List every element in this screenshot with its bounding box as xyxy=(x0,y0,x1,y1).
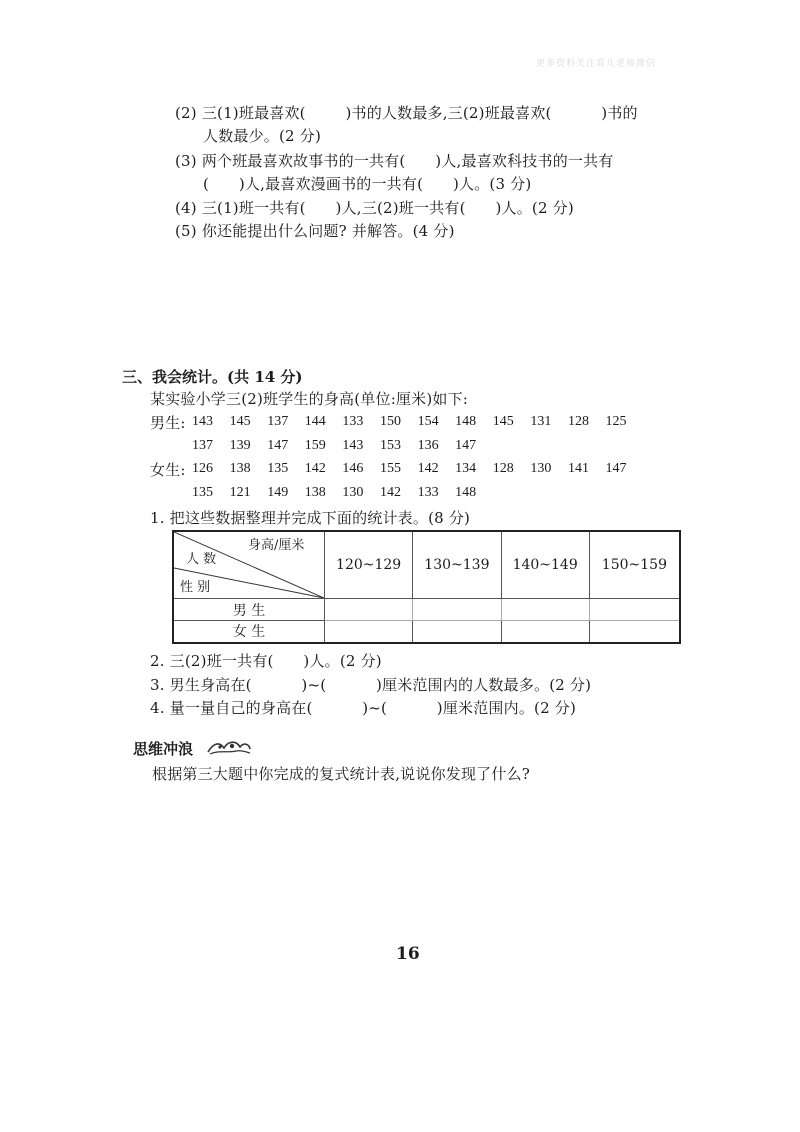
statistics-table xyxy=(172,530,681,644)
section-3-title: 三、我会统计。(共 14 分) xyxy=(122,368,303,386)
row-header-girls: 女 生 xyxy=(173,621,325,643)
data-value: 155 xyxy=(379,461,401,476)
task-3: 3. 男生身高在( )~( )厘米范围内的人数最多。(2 分) xyxy=(150,676,592,694)
data-value: 137 xyxy=(267,414,289,429)
data-value: 146 xyxy=(342,461,364,476)
data-value: 145 xyxy=(492,414,514,429)
data-value: 128 xyxy=(492,461,514,476)
section-3-intro: 某实验小学三(2)班学生的身高(单位:厘米)如下: xyxy=(150,390,469,408)
data-value: 144 xyxy=(304,414,326,429)
data-value: 154 xyxy=(417,414,439,429)
boys-data-row-1 xyxy=(192,414,643,430)
data-value: 138 xyxy=(229,461,251,476)
data-value: 128 xyxy=(567,414,589,429)
answer-cell[interactable] xyxy=(325,599,413,621)
data-value: 142 xyxy=(417,461,439,476)
data-value: 135 xyxy=(192,485,213,500)
data-value: 141 xyxy=(567,461,589,476)
header-height-label: 身高/厘米 xyxy=(248,538,305,553)
answer-cell[interactable] xyxy=(413,621,501,643)
data-value: 143 xyxy=(342,438,364,453)
data-value: 150 xyxy=(379,414,401,429)
data-value: 159 xyxy=(304,438,326,453)
wave-icon xyxy=(206,738,252,756)
question-3-line1: (3) 两个班最喜欢故事书的一共有( )人,最喜欢科技书的一共有 xyxy=(175,152,614,170)
data-value: 126 xyxy=(192,461,213,476)
question-2-line2: 人数最少。(2 分) xyxy=(203,127,322,145)
data-value: 148 xyxy=(455,414,477,429)
row-header-boys: 男 生 xyxy=(173,599,325,621)
column-header: 130~139 xyxy=(413,531,501,599)
data-value: 138 xyxy=(304,485,326,500)
data-value: 143 xyxy=(192,414,213,429)
data-value: 148 xyxy=(455,485,477,500)
column-header: 150~159 xyxy=(589,531,680,599)
data-value: 139 xyxy=(229,438,251,453)
boys-data-row-2 xyxy=(192,438,493,454)
girls-data-row-1 xyxy=(192,461,643,477)
question-5: (5) 你还能提出什么问题? 并解答。(4 分) xyxy=(175,222,455,240)
data-value: 121 xyxy=(229,485,251,500)
answer-cell[interactable] xyxy=(413,599,501,621)
girls-data-row-2 xyxy=(192,485,493,501)
answer-cell[interactable] xyxy=(589,621,680,643)
data-value: 147 xyxy=(605,461,627,476)
data-value: 136 xyxy=(417,438,439,453)
answer-cell[interactable] xyxy=(325,621,413,643)
data-value: 134 xyxy=(455,461,477,476)
data-value: 131 xyxy=(530,414,552,429)
answer-cell[interactable] xyxy=(501,599,589,621)
data-value: 125 xyxy=(605,414,627,429)
column-header: 120~129 xyxy=(325,531,413,599)
answer-cell[interactable] xyxy=(501,621,589,643)
task-4: 4. 量一量自己的身高在( )~( )厘米范围内。(2 分) xyxy=(150,699,577,717)
data-value: 153 xyxy=(379,438,401,453)
thinking-title: 思维冲浪 xyxy=(133,740,194,758)
data-value: 130 xyxy=(530,461,552,476)
page-number: 16 xyxy=(396,944,420,964)
question-4: (4) 三(1)班一共有( )人,三(2)班一共有( )人。(2 分) xyxy=(175,199,574,217)
data-value: 145 xyxy=(229,414,251,429)
data-value: 147 xyxy=(455,438,477,453)
watermark-text: 更多资料关注育儿老师微信 xyxy=(536,59,657,69)
header-count-label: 人 数 xyxy=(186,552,217,567)
data-value: 135 xyxy=(267,461,289,476)
data-value: 149 xyxy=(267,485,289,500)
data-value: 142 xyxy=(304,461,326,476)
header-gender-label: 性 别 xyxy=(180,580,211,595)
data-value: 147 xyxy=(267,438,289,453)
boys-label: 男生: xyxy=(150,414,186,432)
girls-label: 女生: xyxy=(150,461,186,479)
table-diagonal-header xyxy=(173,531,325,599)
column-header: 140~149 xyxy=(501,531,589,599)
question-3-line2: ( )人,最喜欢漫画书的一共有( )人。(3 分) xyxy=(203,175,532,193)
question-2-line1: (2) 三(1)班最喜欢( )书的人数最多,三(2)班最喜欢( )书的 xyxy=(175,104,638,122)
data-value: 137 xyxy=(192,438,213,453)
thinking-question: 根据第三大题中你完成的复式统计表,说说你发现了什么? xyxy=(152,765,531,783)
answer-cell[interactable] xyxy=(589,599,680,621)
data-value: 130 xyxy=(342,485,364,500)
data-value: 133 xyxy=(417,485,439,500)
data-value: 133 xyxy=(342,414,364,429)
task-2: 2. 三(2)班一共有( )人。(2 分) xyxy=(150,652,382,670)
data-value: 142 xyxy=(379,485,401,500)
task-1: 1. 把这些数据整理并完成下面的统计表。(8 分) xyxy=(150,509,471,527)
